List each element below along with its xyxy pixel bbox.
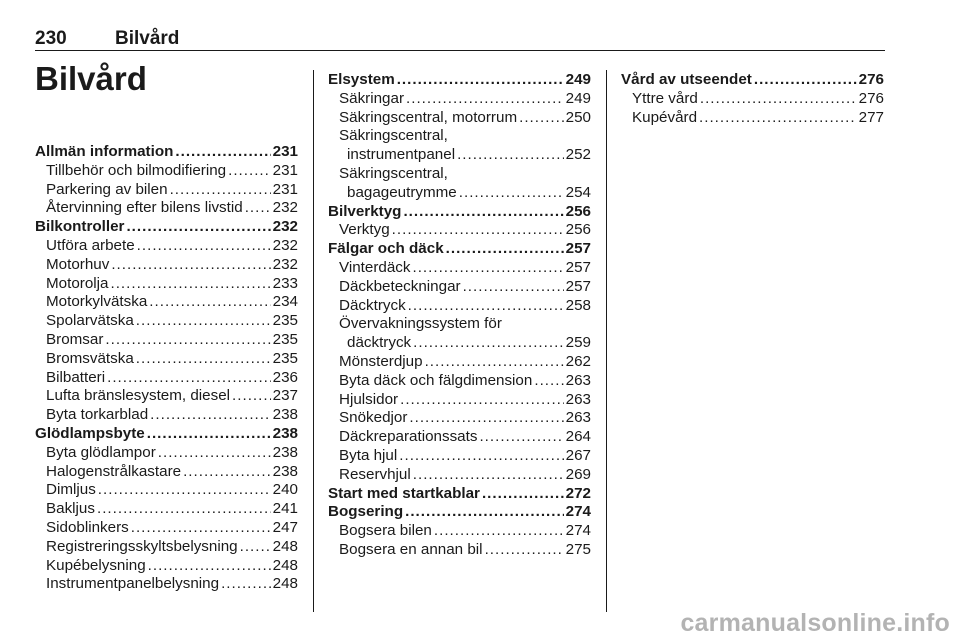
toc-entry[interactable] xyxy=(35,481,298,500)
toc-entry[interactable] xyxy=(328,259,591,278)
toc-label: Vinterdäck xyxy=(339,258,411,276)
toc-entry[interactable] xyxy=(35,444,298,463)
toc-page-number: 249 xyxy=(565,89,591,107)
toc-entry[interactable] xyxy=(35,275,298,294)
toc-entry[interactable] xyxy=(35,181,298,200)
toc-label: Bromsvätska xyxy=(46,349,134,367)
toc-label: Bilverktyg xyxy=(328,202,402,220)
dot-leader xyxy=(482,485,564,504)
toc-label: Byta glödlampor xyxy=(46,443,156,461)
dot-leader xyxy=(149,293,270,312)
toc-page-number: 259 xyxy=(565,334,591,352)
toc-page-number: 231 xyxy=(272,180,298,198)
dot-leader xyxy=(413,466,564,485)
toc-section xyxy=(328,203,591,241)
toc-entry[interactable] xyxy=(328,109,591,128)
toc-page-number: 233 xyxy=(272,274,298,292)
toc-entry[interactable] xyxy=(35,312,298,331)
toc-label: Bilkontroller xyxy=(35,218,125,236)
toc-page-number: 264 xyxy=(565,428,591,446)
dot-leader xyxy=(170,181,271,200)
toc-label: Däcktryck xyxy=(339,296,406,314)
toc-column-3 xyxy=(621,71,884,127)
toc-page-number: 263 xyxy=(565,371,591,389)
toc-page-number: 235 xyxy=(272,312,298,330)
header-title: Bilvård xyxy=(115,28,180,49)
toc-entry[interactable] xyxy=(35,162,298,181)
dot-leader xyxy=(136,350,271,369)
toc-entry[interactable] xyxy=(35,387,298,406)
dot-leader xyxy=(183,463,271,482)
toc-label: Däckreparationssats xyxy=(339,428,478,446)
toc-entry[interactable] xyxy=(35,406,298,425)
toc-label: Verktyg xyxy=(339,221,390,239)
toc-page-number: 249 xyxy=(565,71,591,88)
dot-leader xyxy=(412,259,563,278)
toc-column-1 xyxy=(35,143,298,594)
toc-label: Instrumentpanelbelysning xyxy=(46,575,220,593)
watermark: carmanualsonline.info xyxy=(680,609,950,637)
toc-page-number: 238 xyxy=(272,406,298,424)
toc-entry[interactable] xyxy=(621,90,884,109)
toc-label: Parkering av bilen xyxy=(46,180,168,198)
toc-page-number: 254 xyxy=(565,183,591,201)
toc-section-heading[interactable] xyxy=(35,425,298,444)
toc-label: Spolarvätska xyxy=(46,312,134,330)
toc-entry[interactable] xyxy=(328,428,591,447)
dot-leader xyxy=(105,331,270,350)
toc-page-number: 237 xyxy=(272,387,298,405)
dot-leader xyxy=(131,519,271,538)
dot-leader xyxy=(406,90,564,109)
dot-leader xyxy=(485,541,564,560)
page-header xyxy=(35,28,885,51)
toc-entry[interactable] xyxy=(328,221,591,240)
dot-leader xyxy=(148,557,271,576)
toc-label: Snökedjor xyxy=(339,409,408,427)
toc-label: Registreringsskyltsbelysning xyxy=(46,537,238,555)
toc-label: Byta däck och fälgdimension xyxy=(339,371,533,389)
toc-entry[interactable] xyxy=(621,109,884,128)
dot-leader xyxy=(221,575,271,594)
dot-leader xyxy=(459,184,564,203)
toc-label: Motorolja xyxy=(46,274,109,292)
toc-label: Utföra arbete xyxy=(46,236,135,254)
toc-entry[interactable] xyxy=(35,350,298,369)
dot-leader xyxy=(534,372,563,391)
toc-page-number: 274 xyxy=(565,522,591,540)
toc-label: Fälgar och däck xyxy=(328,240,444,258)
toc-page-number: 232 xyxy=(272,255,298,273)
toc-page-number: 276 xyxy=(858,89,884,107)
dot-leader xyxy=(699,109,857,128)
dot-leader xyxy=(110,275,270,294)
toc-section-heading[interactable] xyxy=(621,71,884,90)
dot-leader xyxy=(98,481,271,500)
toc-entry-line: Säkringscentral, xyxy=(339,164,448,182)
dot-leader xyxy=(446,240,564,259)
toc-entry[interactable] xyxy=(35,519,298,538)
toc-section-heading[interactable] xyxy=(328,503,591,522)
toc-entry[interactable] xyxy=(35,538,298,557)
toc-page-number: 277 xyxy=(858,108,884,126)
toc-label: Bogsera bilen xyxy=(339,522,432,540)
toc-page-number: 275 xyxy=(565,540,591,558)
toc-entry[interactable] xyxy=(35,575,298,594)
toc-page-number: 238 xyxy=(272,443,298,461)
toc-label: bagageutrymme xyxy=(347,183,457,201)
toc-section-heading[interactable] xyxy=(35,143,298,162)
dot-leader xyxy=(126,218,270,237)
toc-label: Byta hjul xyxy=(339,446,398,464)
dot-leader xyxy=(434,522,564,541)
toc-entry[interactable] xyxy=(328,146,591,165)
toc-section xyxy=(35,143,298,218)
toc-label: Återvinning efter bilens livstid xyxy=(46,199,243,217)
toc-page-number: 247 xyxy=(272,518,298,536)
dot-leader xyxy=(754,71,857,90)
toc-entry[interactable] xyxy=(35,237,298,256)
toc-section-heading[interactable] xyxy=(328,203,591,222)
dot-leader xyxy=(158,444,271,463)
toc-page-number: 263 xyxy=(565,390,591,408)
toc-page-number: 234 xyxy=(272,293,298,311)
toc-entry-line: Övervakningssystem för xyxy=(339,315,502,333)
toc-page-number: 248 xyxy=(272,575,298,593)
toc-entry[interactable] xyxy=(35,199,298,218)
dot-leader xyxy=(147,425,271,444)
toc-label: Bromsar xyxy=(46,330,104,348)
toc-column-2 xyxy=(328,71,591,560)
toc-entry[interactable] xyxy=(328,466,591,485)
toc-page-number: 257 xyxy=(565,240,591,258)
dot-leader xyxy=(519,109,564,128)
toc-page-number: 257 xyxy=(565,258,591,276)
toc-entry[interactable] xyxy=(328,90,591,109)
toc-entry-line: Säkringscentral, xyxy=(339,127,448,145)
toc-label: Motorkylvätska xyxy=(46,293,148,311)
toc-label: Bogsera en annan bil xyxy=(339,540,483,558)
toc-label: Reservhjul xyxy=(339,465,411,483)
toc-entry[interactable] xyxy=(328,278,591,297)
toc-entry[interactable] xyxy=(328,184,591,203)
toc-label: Bogsering xyxy=(328,503,404,521)
toc-page-number: 252 xyxy=(565,146,591,164)
toc-label: Kupévård xyxy=(632,108,698,126)
toc-page-number: 235 xyxy=(272,330,298,348)
toc-section xyxy=(35,425,298,594)
toc-section xyxy=(35,218,298,425)
toc-entry[interactable] xyxy=(328,522,591,541)
toc-page-number: 232 xyxy=(272,199,298,217)
toc-page-number: 256 xyxy=(565,221,591,239)
toc-entry[interactable] xyxy=(328,391,591,410)
toc-label: Lufta bränslesystem, diesel xyxy=(46,387,231,405)
toc-label: Halogenstrålkastare xyxy=(46,462,182,480)
toc-page-number: 241 xyxy=(272,500,298,518)
dot-leader xyxy=(403,203,563,222)
toc-page-number: 236 xyxy=(272,368,298,386)
toc-entry[interactable] xyxy=(328,297,591,316)
toc-label: Däckbeteckningar xyxy=(339,277,461,295)
toc-entry[interactable] xyxy=(35,500,298,519)
dot-leader xyxy=(463,278,564,297)
toc-label: Elsystem xyxy=(328,71,395,88)
toc-label: Byta torkarblad xyxy=(46,406,149,424)
toc-label: Dimljus xyxy=(46,481,96,499)
dot-leader xyxy=(700,90,857,109)
toc-section-heading[interactable] xyxy=(328,71,591,90)
toc-page-number: 258 xyxy=(565,296,591,314)
toc-section xyxy=(328,503,591,559)
toc-page-number: 267 xyxy=(565,446,591,464)
toc-page-number: 231 xyxy=(272,143,298,160)
toc-page-number: 231 xyxy=(272,161,298,179)
toc-entry[interactable] xyxy=(328,541,591,560)
toc-label: Glödlampsbyte xyxy=(35,424,145,442)
toc-page-number: 257 xyxy=(565,277,591,295)
dot-leader xyxy=(228,162,271,181)
toc-entry[interactable] xyxy=(35,293,298,312)
chapter-title: Bilvård xyxy=(35,60,147,97)
toc-label: Allmän information xyxy=(35,143,174,160)
toc-label: Sidoblinkers xyxy=(46,518,129,536)
page-number: 230 xyxy=(35,28,67,49)
toc-label: Yttre vård xyxy=(632,89,698,107)
toc-section xyxy=(621,71,884,127)
toc-page-number: 232 xyxy=(272,236,298,254)
dot-leader xyxy=(409,409,563,428)
column-divider xyxy=(313,70,314,612)
toc-entry[interactable] xyxy=(328,447,591,466)
toc-page-number: 235 xyxy=(272,349,298,367)
toc-page-number: 248 xyxy=(272,556,298,574)
dot-leader xyxy=(397,71,564,90)
column-divider xyxy=(606,70,607,612)
toc-entry[interactable] xyxy=(35,463,298,482)
toc-label: instrumentpanel xyxy=(347,146,456,164)
dot-leader xyxy=(408,297,564,316)
toc-page-number: 238 xyxy=(272,424,298,442)
toc-label: Vård av utseendet xyxy=(621,71,752,88)
toc-entry[interactable] xyxy=(35,557,298,576)
toc-section-heading[interactable] xyxy=(328,240,591,259)
dot-leader xyxy=(457,146,564,165)
dot-leader xyxy=(392,221,564,240)
dot-leader xyxy=(111,256,270,275)
toc-entry[interactable] xyxy=(328,409,591,428)
toc-page-number: 248 xyxy=(272,537,298,555)
dot-leader xyxy=(399,447,563,466)
dot-leader xyxy=(107,369,271,388)
dot-leader xyxy=(245,199,271,218)
dot-leader xyxy=(137,237,271,256)
toc-page-number: 240 xyxy=(272,481,298,499)
dot-leader xyxy=(400,391,564,410)
toc-page-number: 250 xyxy=(565,108,591,126)
toc-entry[interactable] xyxy=(328,334,591,353)
toc-page-number: 263 xyxy=(565,409,591,427)
toc-page-number: 232 xyxy=(272,218,298,236)
dot-leader xyxy=(425,353,564,372)
toc-page-number: 238 xyxy=(272,462,298,480)
toc-entry[interactable] xyxy=(328,372,591,391)
dot-leader xyxy=(136,312,271,331)
toc-page-number: 269 xyxy=(565,465,591,483)
toc-label: Bakljus xyxy=(46,500,95,518)
toc-label: Säkringar xyxy=(339,89,404,107)
dot-leader xyxy=(413,334,564,353)
toc-page-number: 262 xyxy=(565,352,591,370)
toc-entry[interactable] xyxy=(35,369,298,388)
toc-entry[interactable] xyxy=(328,353,591,372)
toc-page-number: 276 xyxy=(858,71,884,88)
toc-label: Mönsterdjup xyxy=(339,352,423,370)
toc-label: Start med startkablar xyxy=(328,484,480,502)
toc-label: Tillbehör och bilmodifiering xyxy=(46,161,227,179)
toc-label: Säkringscentral, motorrum xyxy=(339,108,518,126)
toc-label: Hjulsidor xyxy=(339,390,399,408)
toc-section xyxy=(328,71,591,203)
toc-section-heading[interactable] xyxy=(328,485,591,504)
toc-label: Kupébelysning xyxy=(46,556,146,574)
toc-section xyxy=(328,485,591,504)
dot-leader xyxy=(405,503,564,522)
toc-page-number: 274 xyxy=(565,503,591,521)
dot-leader xyxy=(232,387,271,406)
toc-entry[interactable] xyxy=(35,331,298,350)
dot-leader xyxy=(150,406,271,425)
toc-page-number: 272 xyxy=(565,484,591,502)
toc-label: Motorhuv xyxy=(46,255,110,273)
toc-entry[interactable] xyxy=(35,256,298,275)
dot-leader xyxy=(175,143,270,162)
dot-leader xyxy=(97,500,271,519)
toc-label: däcktryck xyxy=(347,334,412,352)
toc-label: Bilbatteri xyxy=(46,368,106,386)
toc-section xyxy=(328,240,591,484)
dot-leader xyxy=(479,428,563,447)
toc-page-number: 256 xyxy=(565,202,591,220)
dot-leader xyxy=(240,538,271,557)
toc-section-heading[interactable] xyxy=(35,218,298,237)
